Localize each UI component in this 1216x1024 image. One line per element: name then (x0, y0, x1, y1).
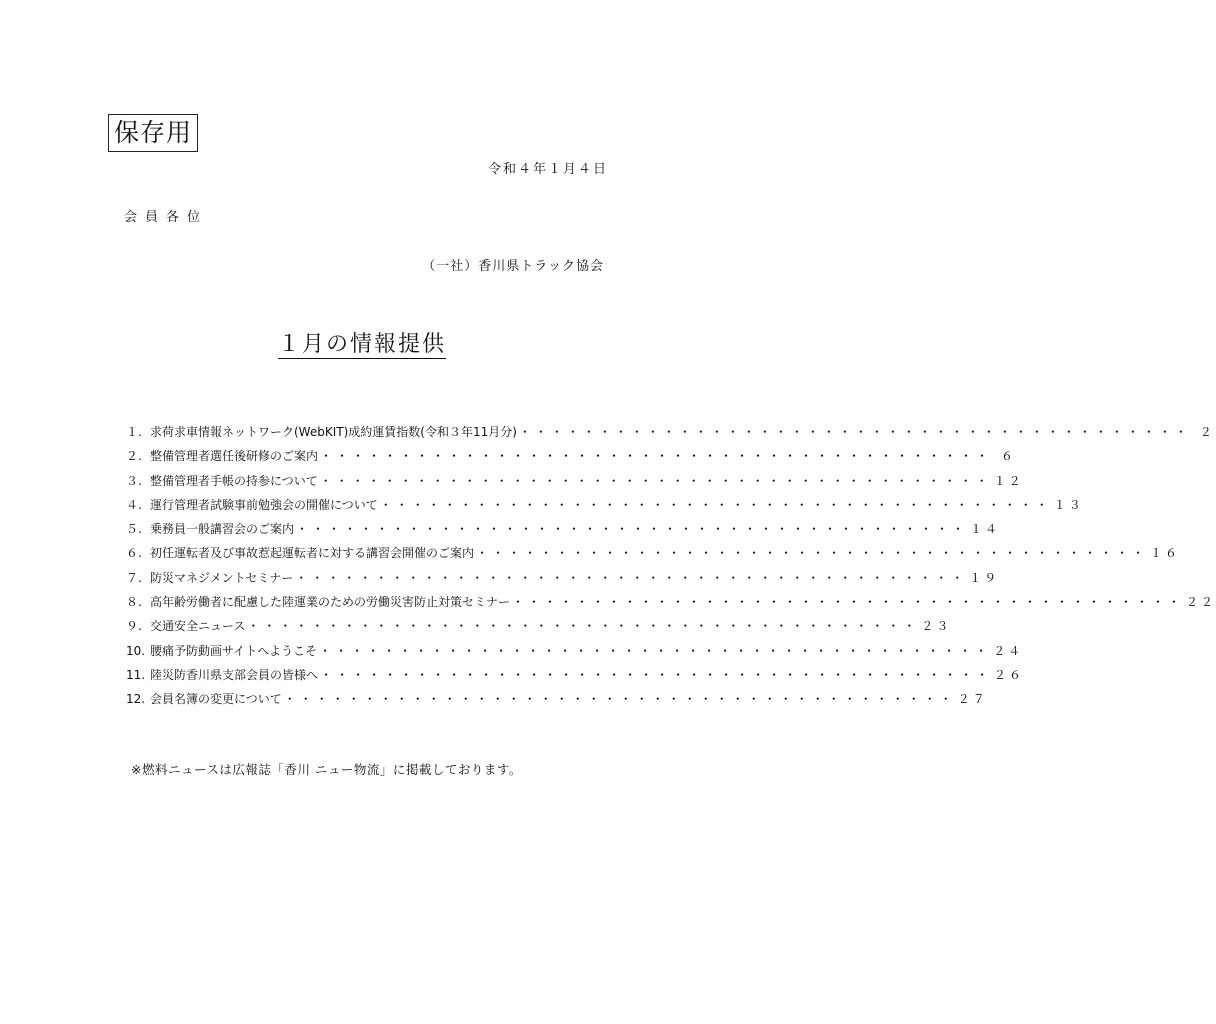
toc-item (126, 639, 1024, 663)
toc-item-title: 初任運転者及び事故惹起運転者に対する講習会開催のご案内 (150, 546, 475, 561)
toc-item-number: 12. (126, 692, 146, 707)
toc-item-title: 求荷求車情報ネットワーク(WebKIT)成約運賃指数(令和３年11月分) (150, 425, 517, 439)
toc-item (126, 590, 1216, 614)
toc-item (126, 420, 1215, 444)
toc-item-page: ２７ (957, 692, 988, 707)
toc-item (126, 566, 1000, 590)
toc-item-number: ４. (126, 497, 142, 512)
toc-item-title: 高年齢労働者に配慮した陸運業のための労働災害防止対策セミナー (150, 595, 511, 610)
toc-item (126, 469, 1024, 493)
toc-item-title: 運行管理者試験事前勉強会の開催について (150, 497, 378, 512)
toc-leader-dots (318, 469, 992, 493)
toc-item-number: ６. (126, 546, 142, 561)
toc-item-title: 整備管理者手帳の持参について (150, 473, 318, 488)
toc-item-page: ２３ (921, 619, 952, 634)
page-title (0, 330, 724, 360)
toc-item-number: ５. (126, 522, 142, 537)
toc-leader-dots (378, 493, 1052, 517)
toc-item-page: １３ (1053, 497, 1084, 512)
toc-item-page: １９ (969, 570, 1000, 585)
toc-item-title: 腰痛予防動画サイトへようこそ (150, 643, 318, 658)
toc-item-page: ２６ (994, 667, 1025, 682)
fuel-news-note: ※燃料ニュースは広報誌「香川 ニュー物流」に掲載しております。 (131, 762, 522, 777)
toc-item-title: 防災マネジメントセミナー (150, 570, 294, 585)
toc-leader-dots (282, 687, 956, 711)
table-of-contents (126, 420, 1216, 712)
toc-leader-dots (293, 566, 967, 590)
toc-leader-dots (294, 517, 968, 541)
page-title-text: １月の情報提供 (277, 332, 446, 357)
toc-item-number: ７. (126, 570, 142, 585)
toc-item-number: ９. (126, 619, 142, 634)
toc-item-page: １２ (993, 473, 1024, 488)
toc-leader-dots (318, 663, 992, 687)
toc-item (126, 541, 1181, 565)
toc-item-title: 乗務員一般講習会のご案内 (150, 522, 295, 537)
toc-item-number: 10. (126, 643, 146, 658)
toc-item-number: １. (126, 425, 142, 439)
toc-leader-dots (474, 541, 1148, 565)
toc-item (126, 614, 952, 638)
document-date: 令和４年１月４日 (487, 162, 608, 177)
toc-item-title: 会員名簿の変更について (150, 692, 282, 707)
toc-item-number: ８. (126, 595, 142, 610)
toc-leader-dots (510, 590, 1184, 614)
toc-item (126, 444, 1017, 468)
toc-item-page: １６ (1150, 546, 1181, 561)
toc-leader-dots (317, 639, 991, 663)
toc-item (126, 687, 988, 711)
toc-item-page: １４ (970, 522, 1001, 537)
recipients-line: 会員各位 (124, 210, 209, 225)
toc-leader-dots (517, 420, 1191, 444)
toc-item-page: ２ (1199, 425, 1215, 439)
toc-item (126, 493, 1084, 517)
toc-item-number: 11. (126, 667, 146, 682)
toc-item (126, 517, 1001, 541)
toc-item-title: 陸災防香川県支部会員の皆様へ (150, 667, 319, 682)
toc-item-page: ２２ (1186, 595, 1216, 610)
toc-item-number: ３. (126, 473, 142, 488)
sender-organization: （一社）香川県トラック協会 (422, 259, 604, 274)
storage-stamp: 保存用 (108, 114, 198, 152)
toc-item-number: ２. (126, 449, 142, 464)
toc-leader-dots (318, 444, 992, 468)
toc-leader-dots (245, 614, 919, 638)
toc-item-title: 整備管理者選任後研修のご案内 (150, 449, 319, 464)
toc-item (126, 663, 1025, 687)
toc-item-title: 交通安全ニュース (150, 619, 246, 634)
toc-item-page: ２４ (993, 643, 1024, 658)
toc-item-page: ６ (1001, 449, 1017, 464)
